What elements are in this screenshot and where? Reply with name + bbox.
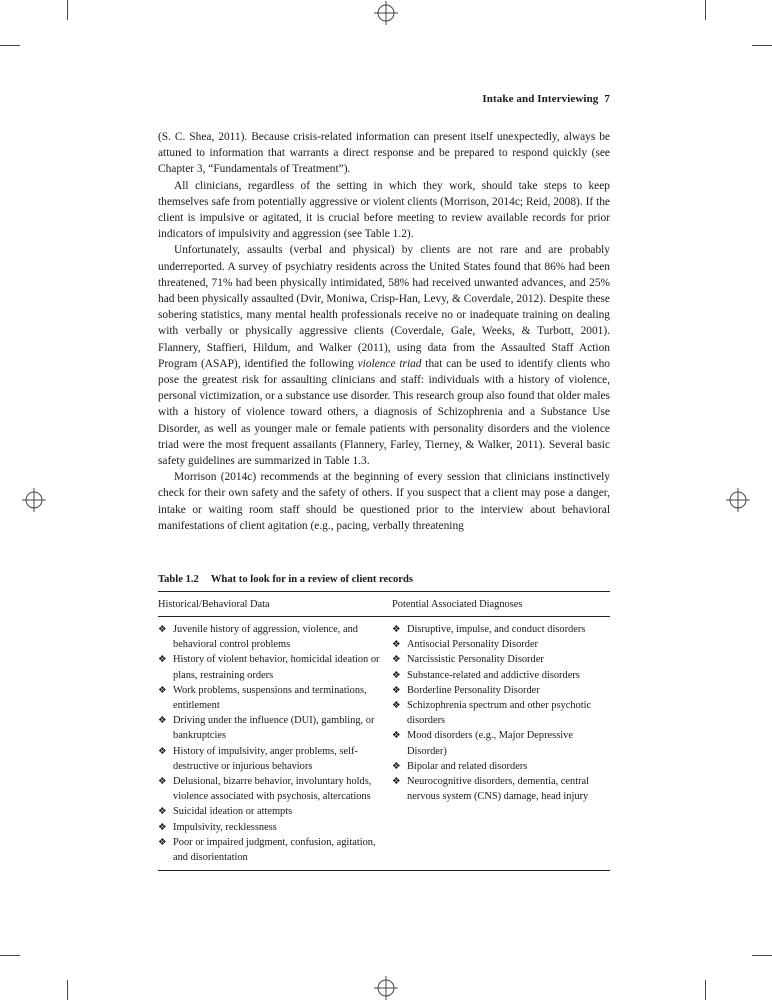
bullet-icon: ❖ [158,776,167,788]
bullet-icon: ❖ [392,684,401,696]
paragraph-2: All clinicians, regardless of the setting in which they work, should take steps to keep themselves safe from potentially aggressive or violent clients (Morrison, 2014c; Reid, 2008). If the client is impulsive or agitated, it is crucial before meeting to review available records for prior indicators of impulsivity and aggression (see Table 1.2). [158,179,610,241]
registration-mark-bottom [374,976,398,1000]
historical-column [158,622,392,865]
crop-mark-bottom-right-h [752,955,772,956]
bullet-icon: ❖ [392,654,401,666]
list-item-text: Borderline Personality Disorder [407,684,540,696]
list-item [158,820,392,835]
registration-mark-top [374,1,398,25]
paragraph-3-text-before: Unfortunately, assaults (verbal and physical) by clients are not rare and are probably underreported. A survey of psychiatry residents across the United States found that 86% had been threatened, 71% had been physically intimidated, 58% had received unwanted advances, and 25% had been physically assaulted (Dvir, Moniwa, Crisp-Han, Levy, & Coverdale, 2012). Despite these sobering statistics, many mental health professionals receive no or inadequate training on dealing with verbally or physically aggressive clients (Coverdale, Gale, Weeks, & Turbott, 2001). Flannery, Staffieri, Hildum, and Walker (2011), using data from the Assaulted Staff Action Program (ASAP), identified the following [158,244,610,370]
list-item-text: Work problems, suspensions and terminations, entitlement [173,684,367,712]
list-item [392,774,610,804]
list-item-text: Driving under the influence (DUI), gambling, or bankruptcies [173,715,375,742]
paragraph-1: (S. C. Shea, 2011). Because crisis-related information can present itself unexpectedly, always be attuned to information that warrants a direct response and be prepared to respond quickly (see Chapter 3, “Fundamentals of Treatment”). [158,131,610,176]
bullet-icon: ❖ [392,700,401,712]
crop-mark-top-left-h [0,45,20,46]
list-item-text: Juvenile history of aggression, violence, and behavioral control problems [173,624,358,651]
bullet-icon: ❖ [158,684,167,696]
crop-mark-bottom-left [67,980,68,1000]
table-body [158,617,610,870]
historical-list [158,622,392,865]
running-title: Intake and Interviewing [482,93,599,105]
list-item [392,652,610,667]
bullet-icon: ❖ [158,654,167,666]
paragraph-3-text-after: that can be used to identify clients who pose the greatest risk for assaulting clinicians and staff: individuals with a history of violence, personal victimization, or a substance use disorder. This research group also found that older males with a history of violence toward others, a diagnosis of Schizophrenia and a Substance Use Disorder, as well as younger male or female patients with personality disorders and the violence triad were the most frequent assailants (Flannery, Farley, Tierney, & Walker, 2011). Several basic safety guidelines are summarized in Table 1.3. [158,357,610,468]
diagnoses-list [392,622,610,804]
list-item [392,668,610,683]
registration-mark-left [22,488,46,512]
client-records-table [158,591,610,871]
list-item-text: Delusional, bizarre behavior, involuntary holds, violence associated with psychosis, altercations [173,776,372,803]
bullet-icon: ❖ [392,730,401,742]
list-item [392,698,610,728]
bullet-icon: ❖ [158,624,167,635]
list-item-text: Mood disorders (e.g., Major Depressive Disorder) [407,730,573,757]
table-caption [158,574,610,585]
crop-mark-top-right-h [752,45,772,46]
list-item-text: Substance-related and addictive disorders [407,669,580,681]
list-item-text: Poor or impaired judgment, confusion, agitation, and disorientation [173,836,376,864]
list-item [392,622,610,637]
crop-mark-bottom-left-h [0,955,20,956]
crop-mark-top-right [705,0,706,20]
list-item-text: Disruptive, impulse, and conduct disorders [407,624,586,635]
registration-mark-right [726,488,750,512]
violence-triad-term: violence triad [357,357,422,370]
column-header-diagnoses: Potential Associated Diagnoses [392,598,523,610]
list-item [392,637,610,652]
list-item [392,683,610,698]
list-item [158,713,392,743]
table-header-row [158,592,610,617]
list-item [158,683,392,713]
bullet-icon: ❖ [392,639,401,651]
list-item [158,652,392,682]
bullet-icon: ❖ [158,836,167,848]
crop-mark-top-left [67,0,68,20]
page-number: 7 [604,93,610,105]
paragraph-4: Morrison (2014c) recommends at the beginning of every session that clinicians instinctively check for their own safety and the safety of others. If you suspect that a client may pose a danger, intake or waiting room staff should be questioned prior to the interview about behavioral manifestations of client agitation (e.g., pacing, verbally threatening [158,471,610,532]
list-item-text: Impulsivity, recklessness [173,821,277,833]
bullet-icon: ❖ [158,806,167,818]
list-item [158,804,392,819]
bullet-icon: ❖ [392,624,401,635]
body-text [158,129,610,534]
crop-mark-bottom-right [705,980,706,1000]
column-header-historical: Historical/Behavioral Data [158,598,270,610]
list-item-text: History of violent behavior, homicidal ideation or plans, restraining orders [173,654,380,681]
list-item [392,728,610,758]
list-item-text: Bipolar and related disorders [407,760,528,772]
bullet-icon: ❖ [158,821,167,833]
bullet-icon: ❖ [158,745,167,757]
list-item-text: Schizophrenia spectrum and other psychotic disorders [407,700,592,727]
list-item [158,622,392,652]
bullet-icon: ❖ [392,669,401,681]
list-item [158,774,392,804]
list-item [392,759,610,774]
list-item-text: History of impulsivity, anger problems, self-destructive or injurious behaviors [173,745,358,772]
table-label: Table 1.2 [158,574,199,585]
bullet-icon: ❖ [392,760,401,772]
list-item-text: Narcissistic Personality Disorder [407,654,544,666]
diagnoses-column [392,622,610,865]
bullet-icon: ❖ [158,715,167,727]
table-title: What to look for in a review of client records [210,574,413,585]
bullet-icon: ❖ [392,776,401,788]
list-item-text: Neurocognitive disorders, dementia, central nervous system (CNS) damage, head injury [407,776,590,803]
list-item [158,744,392,774]
list-item-text: Antisocial Personality Disorder [407,639,539,651]
list-item-text: Suicidal ideation or attempts [173,806,293,818]
running-header [482,93,610,105]
paragraph-3 [158,242,610,469]
list-item [158,835,392,865]
